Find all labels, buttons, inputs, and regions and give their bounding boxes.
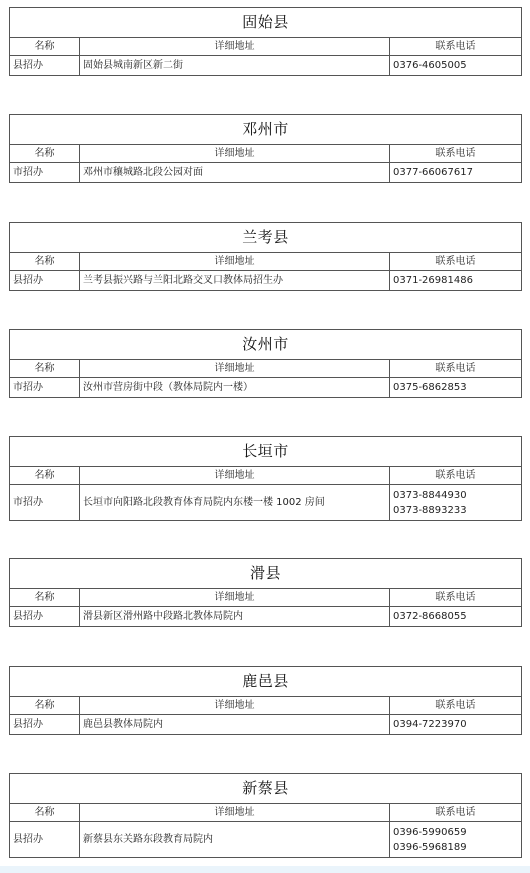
table-row [10,715,522,735]
office-address: 汝州市营房街中段（教体局院内一楼） [80,378,390,398]
column-header-phone: 联系电话 [390,804,522,822]
header-row [10,360,522,378]
phone-number: 0396-5968189 [393,841,467,853]
office-name: 市招办 [10,485,80,521]
office-table [9,7,522,76]
column-header-address: 详细地址 [80,589,390,607]
title-row [10,667,522,697]
header-row [10,467,522,485]
title-row [10,437,522,467]
county-title: 邓州市 [10,115,522,145]
column-header-name: 名称 [10,38,80,56]
office-address: 滑县新区滑州路中段路北教体局院内 [80,607,390,627]
office-address: 兰考县振兴路与兰阳北路交叉口教体局招生办 [80,271,390,291]
office-phone [390,822,522,858]
phone-number: 0396-5990659 [393,826,467,838]
table-row [10,163,522,183]
title-row [10,8,522,38]
title-row [10,223,522,253]
county-title: 鹿邑县 [10,667,522,697]
office-table [9,666,522,735]
office-name: 县招办 [10,715,80,735]
office-table [9,436,522,521]
column-header-address: 详细地址 [80,360,390,378]
phone-number: 0373-8893233 [393,504,467,516]
office-name: 县招办 [10,56,80,76]
phone-number: 0372-8668055 [393,611,467,622]
column-header-name: 名称 [10,253,80,271]
table-row [10,607,522,627]
column-header-address: 详细地址 [80,697,390,715]
office-address: 鹿邑县教体局院内 [80,715,390,735]
title-row [10,115,522,145]
header-row [10,145,522,163]
column-header-phone: 联系电话 [390,360,522,378]
office-phone [390,715,522,735]
office-name: 县招办 [10,271,80,291]
phone-number: 0376-4605005 [393,60,467,71]
office-name: 市招办 [10,163,80,183]
office-phone [390,378,522,398]
table-row [10,822,522,858]
office-table [9,222,522,291]
office-name: 县招办 [10,607,80,627]
title-row [10,330,522,360]
county-title: 长垣市 [10,437,522,467]
phone-number: 0394-7223970 [393,719,467,730]
header-row [10,804,522,822]
bottom-band [0,866,530,873]
office-phone [390,607,522,627]
office-phone [390,56,522,76]
office-phone [390,163,522,183]
column-header-name: 名称 [10,467,80,485]
column-header-phone: 联系电话 [390,145,522,163]
phone-number: 0371-26981486 [393,275,473,286]
title-row [10,774,522,804]
column-header-address: 详细地址 [80,804,390,822]
office-phone [390,271,522,291]
column-header-name: 名称 [10,804,80,822]
column-header-address: 详细地址 [80,38,390,56]
office-table [9,329,522,398]
county-title: 固始县 [10,8,522,38]
table-row [10,485,522,521]
title-row [10,559,522,589]
column-header-name: 名称 [10,360,80,378]
table-row [10,56,522,76]
office-table [9,773,522,858]
office-address: 固始县城南新区新二街 [80,56,390,76]
column-header-phone: 联系电话 [390,697,522,715]
office-address: 新蔡县东关路东段教育局院内 [80,822,390,858]
county-title: 滑县 [10,559,522,589]
phone-number: 0373-8844930 [393,489,467,501]
office-name: 县招办 [10,822,80,858]
header-row [10,589,522,607]
office-address: 邓州市穰城路北段公园对面 [80,163,390,183]
header-row [10,697,522,715]
county-title: 兰考县 [10,223,522,253]
phone-number: 0377-66067617 [393,167,473,178]
office-table [9,558,522,627]
table-row [10,271,522,291]
header-row [10,38,522,56]
column-header-address: 详细地址 [80,467,390,485]
column-header-name: 名称 [10,697,80,715]
column-header-phone: 联系电话 [390,589,522,607]
county-title: 汝州市 [10,330,522,360]
phone-number: 0375-6862853 [393,382,467,393]
county-title: 新蔡县 [10,774,522,804]
column-header-address: 详细地址 [80,145,390,163]
office-name: 市招办 [10,378,80,398]
column-header-phone: 联系电话 [390,38,522,56]
column-header-address: 详细地址 [80,253,390,271]
header-row [10,253,522,271]
column-header-phone: 联系电话 [390,467,522,485]
office-address: 长垣市向阳路北段教育体育局院内东楼一楼 1002 房间 [80,485,390,521]
office-phone [390,485,522,521]
column-header-name: 名称 [10,589,80,607]
column-header-phone: 联系电话 [390,253,522,271]
column-header-name: 名称 [10,145,80,163]
office-table [9,114,522,183]
table-row [10,378,522,398]
